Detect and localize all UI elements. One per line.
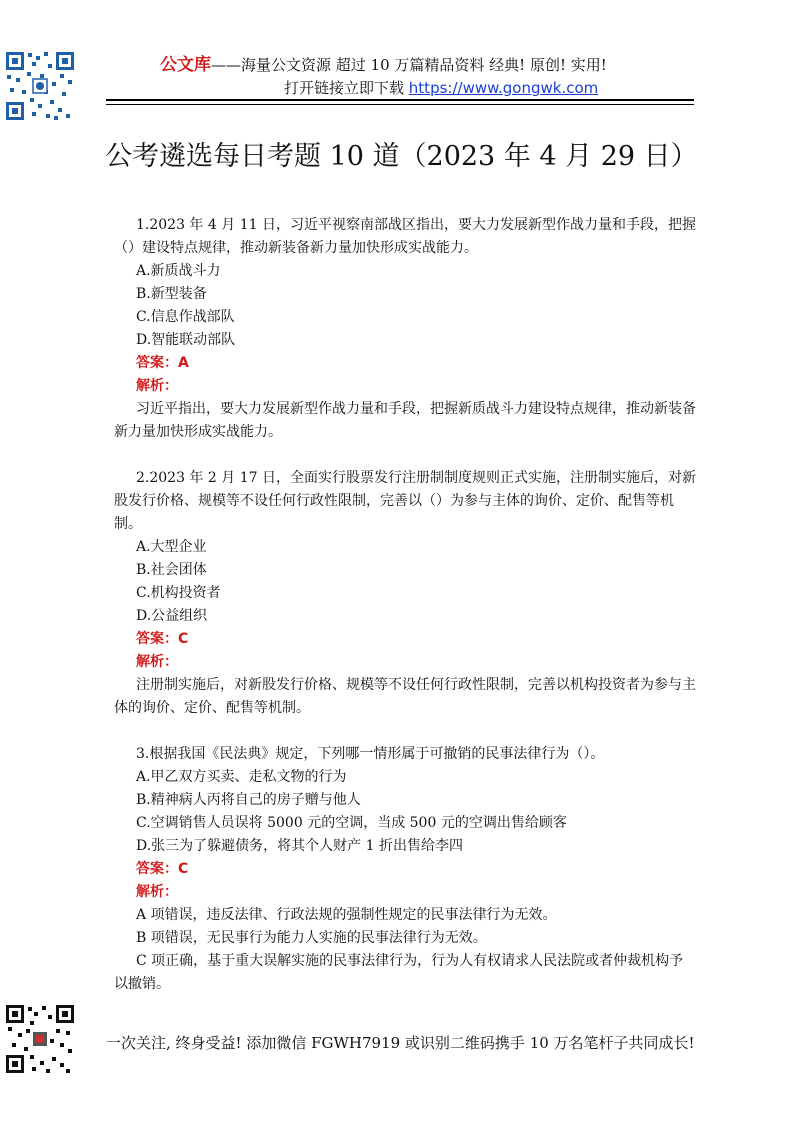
option-b: B.新型装备	[136, 286, 207, 302]
question-stem: 3.根据我国《民法典》规定，下列哪一情形属于可撤销的民事法律行为（）。	[136, 746, 605, 762]
questions-content	[114, 214, 696, 996]
option-d: D.公益组织	[136, 608, 208, 624]
analysis-text: C 项正确，基于重大误解实施的民事法律行为，行为人有权请求人民法院或者仲裁机构予以撤销。	[114, 953, 684, 992]
header-qr-code	[4, 50, 76, 122]
analysis-label: 解析：	[136, 378, 178, 394]
analysis-text: 习近平指出，要大力发展新型作战力量和手段，把握新质战斗力建设特点规律，推动新装备新力量加快形成实战能力。	[114, 401, 696, 440]
option-a: A.大型企业	[136, 539, 207, 555]
option-c: C.空调销售人员误将 5000 元的空调，当成 500 元的空调出售给顾客	[136, 815, 567, 831]
header-download-line	[284, 77, 598, 98]
header-tagline: ——海量公文资源 超过 10 万篇精品资料 经典! 原创! 实用!	[211, 56, 607, 74]
header-tagline-line	[160, 50, 607, 75]
question-block	[114, 743, 696, 996]
option-d: D.张三为了躲避债务，将其个人财产 1 折出售给李四	[136, 838, 463, 854]
page-title: 公考遴选每日考题 10 道（2023 年 4 月 29 日）	[105, 141, 698, 172]
question-stem: 1.2023 年 4 月 11 日，习近平视察南部战区指出，要大力发展新型作战力量和手段，把握（）建设特点规律，推动新装备新力量加快形成实战能力。	[114, 217, 696, 256]
brand-name: 公文库	[160, 55, 211, 75]
download-label: 打开链接立即下载	[284, 79, 405, 97]
option-a: A.甲乙双方买卖、走私文物的行为	[136, 769, 347, 785]
header-divider-thick	[106, 99, 694, 101]
analysis-text: B 项错误，无民事行为能力人实施的民事法律行为无效。	[136, 930, 487, 946]
question-block	[114, 214, 696, 444]
header-divider-thin	[106, 104, 694, 105]
option-c: C.信息作战部队	[136, 309, 235, 325]
analysis-text: 注册制实施后，对新股发行价格、规模等不设任何行政性限制，完善以机构投资者为参与主体的询价、定价、配售等机制。	[114, 677, 696, 716]
footer-follow-text: 一次关注, 终身受益! 添加微信 FGWH7919 或识别二维码携手 10 万名笔杆子共同成长!	[106, 1034, 695, 1052]
website-link[interactable]: https://www.gongwk.com	[408, 79, 599, 97]
option-b: B.社会团体	[136, 562, 207, 578]
option-d: D.智能联动部队	[136, 332, 236, 348]
option-b: B.精神病人丙将自己的房子赠与他人	[136, 792, 361, 808]
answer-label: 答案：C	[136, 861, 189, 877]
option-c: C.机构投资者	[136, 585, 221, 601]
footer-qr-code	[4, 1003, 76, 1075]
answer-label: 答案：C	[136, 631, 189, 647]
question-stem: 2.2023 年 2 月 17 日，全面实行股票发行注册制制度规则正式实施，注册制实施后，对新股发行价格、规模等不设任何行政性限制，完善以（）为参与主体的询价、定价、配售等机制。	[114, 470, 696, 532]
analysis-text: A 项错误，违反法律、行政法规的强制性规定的民事法律行为无效。	[136, 907, 557, 923]
option-a: A.新质战斗力	[136, 263, 221, 279]
question-block	[114, 467, 696, 720]
analysis-label: 解析：	[136, 884, 178, 900]
answer-label: 答案：A	[136, 355, 189, 371]
analysis-label: 解析：	[136, 654, 178, 670]
